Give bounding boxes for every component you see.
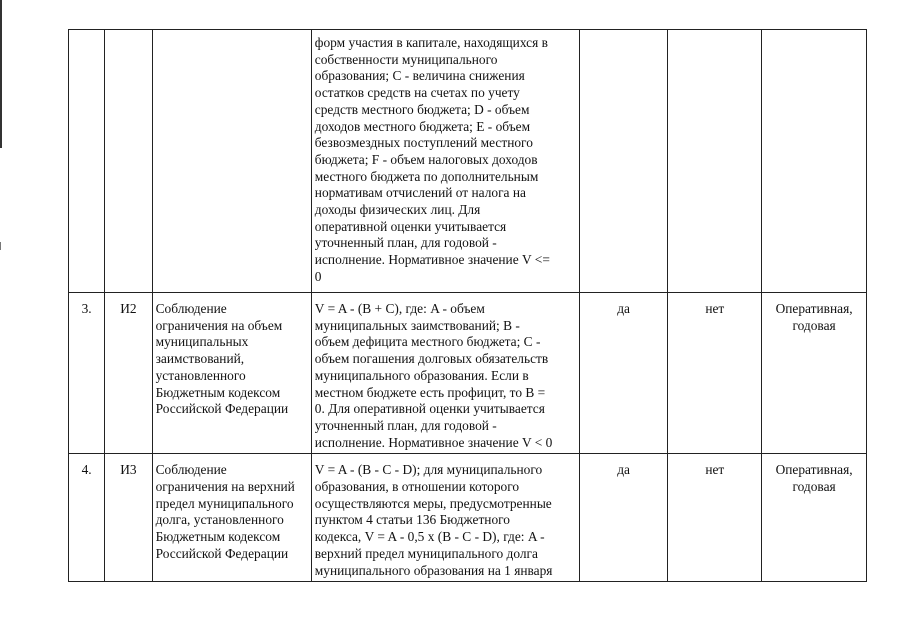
indicator-code-cell xyxy=(105,30,152,293)
formula-line: собственности муниципального xyxy=(314,51,498,67)
row-number-cell xyxy=(69,30,105,293)
formula-line: уточненный план, для годовой - xyxy=(314,235,497,251)
assessment-period-line: Оперативная, xyxy=(775,301,853,316)
formula-line: образования; C - величина снижения xyxy=(314,68,525,84)
formula-line: уточненный план, для годовой - xyxy=(314,417,497,433)
row-number-cell xyxy=(69,293,105,454)
flag-value: да xyxy=(617,301,630,316)
indicator-name-cell xyxy=(152,293,311,454)
indicator-code: И3 xyxy=(120,462,137,478)
formula-line: муниципального образования на 1 января xyxy=(314,562,553,578)
table-row xyxy=(69,30,867,293)
flag-cell-no xyxy=(668,30,762,293)
formula-line: оперативной оценки учитывается xyxy=(314,218,507,234)
indicator-name-cell xyxy=(152,454,311,582)
formula-line: объем погашения долговых обязательств xyxy=(314,351,549,367)
formula-line: объем дефицита местного бюджета; C - xyxy=(314,334,541,350)
formula-cell xyxy=(311,293,579,454)
table-body xyxy=(69,30,867,582)
row-number: 3. xyxy=(81,301,92,316)
indicator-code-cell xyxy=(105,454,152,582)
formula-line: осуществляются меры, предусмотренные xyxy=(314,495,552,511)
flag-cell-yes xyxy=(579,293,668,454)
indicator-name-line: ограничения на объем xyxy=(155,317,283,333)
formula-line: кодекса, V = A - 0,5 x (B - C - D), где: A - xyxy=(314,529,545,545)
formula-line: исполнение. Нормативное значение V < 0 xyxy=(314,434,553,450)
indicator-name-line: Российской Федерации xyxy=(155,401,289,417)
formula-line: 0 xyxy=(314,268,322,284)
indicator-name-line: Российской Федерации xyxy=(155,545,289,561)
indicator-code: И2 xyxy=(120,301,137,316)
indicator-name-line: муниципальных xyxy=(155,334,249,350)
flag-cell-yes xyxy=(579,454,668,582)
assessment-period-cell xyxy=(762,454,867,582)
formula-line: исполнение. Нормативное значение V <= xyxy=(314,252,550,268)
table-row xyxy=(69,293,867,454)
formula-line: средств местного бюджета; D - объем xyxy=(314,101,530,117)
indicator-name-line: долга, установленного xyxy=(155,512,284,528)
assessment-period-cell xyxy=(762,30,867,293)
flag-cell-yes xyxy=(579,30,668,293)
indicator-name-line: установленного xyxy=(155,367,246,383)
flag-cell-no xyxy=(668,454,762,582)
formula-line: V = A - (B - C - D); для муниципального xyxy=(314,462,543,478)
page-edge-mark xyxy=(0,242,1,250)
formula-line: нормативам отчислений от налога на xyxy=(314,185,526,201)
formula-line: форм участия в капитале, находящихся в xyxy=(314,35,548,50)
indicator-name-line: Бюджетным кодексом xyxy=(155,384,281,400)
formula-line: пунктом 4 статьи 136 Бюджетного xyxy=(314,512,511,528)
indicator-name-line: ограничения на верхний xyxy=(155,479,295,495)
page-edge-rule xyxy=(0,0,2,148)
formula-line: доходов местного бюджета; E - объем xyxy=(314,118,531,134)
formula-line: муниципального образования. Если в xyxy=(314,367,529,383)
indicator-name-line: заимствований, xyxy=(155,351,245,367)
assessment-period-line: Оперативная, xyxy=(775,462,853,478)
indicators-table xyxy=(68,29,867,582)
formula-line: остатков средств на счетах по учету xyxy=(314,85,520,101)
formula-line: местного бюджета по дополнительным xyxy=(314,168,539,184)
assessment-period-line: годовая xyxy=(792,317,836,333)
flag-cell-no xyxy=(668,293,762,454)
flag-value: нет xyxy=(705,301,725,316)
formula-cell xyxy=(311,454,579,582)
formula-line: бюджета; F - объем налоговых доходов xyxy=(314,151,538,167)
formula-line: доходы физических лиц. Для xyxy=(314,202,481,218)
formula-line: верхний предел муниципального долга xyxy=(314,545,538,561)
assessment-period-line: годовая xyxy=(792,479,836,495)
formula-line: образования, в отношении которого xyxy=(314,479,520,495)
indicator-name-line: Соблюдение xyxy=(155,301,227,316)
flag-value: нет xyxy=(705,462,725,478)
formula-line: местном бюджете есть профицит, то B = xyxy=(314,384,546,400)
formula-line: муниципальных заимствований; B - xyxy=(314,317,520,333)
indicator-name-cell xyxy=(152,30,311,293)
assessment-period-cell xyxy=(762,293,867,454)
formula-cell xyxy=(311,30,579,293)
row-number-cell xyxy=(69,454,105,582)
formula-line: V = A - (B + C), где: A - объем xyxy=(314,301,485,316)
formula-line: безвозмездных поступлений местного xyxy=(314,135,533,151)
indicator-name-line: предел муниципального xyxy=(155,495,294,511)
indicator-code-cell xyxy=(105,293,152,454)
flag-value: да xyxy=(617,462,630,478)
formula-line: 0. Для оперативной оценки учитывается xyxy=(314,401,545,417)
indicator-name-line: Соблюдение xyxy=(155,462,227,478)
row-number: 4. xyxy=(81,462,92,478)
indicator-name-line: Бюджетным кодексом xyxy=(155,529,281,545)
table-row xyxy=(69,454,867,582)
